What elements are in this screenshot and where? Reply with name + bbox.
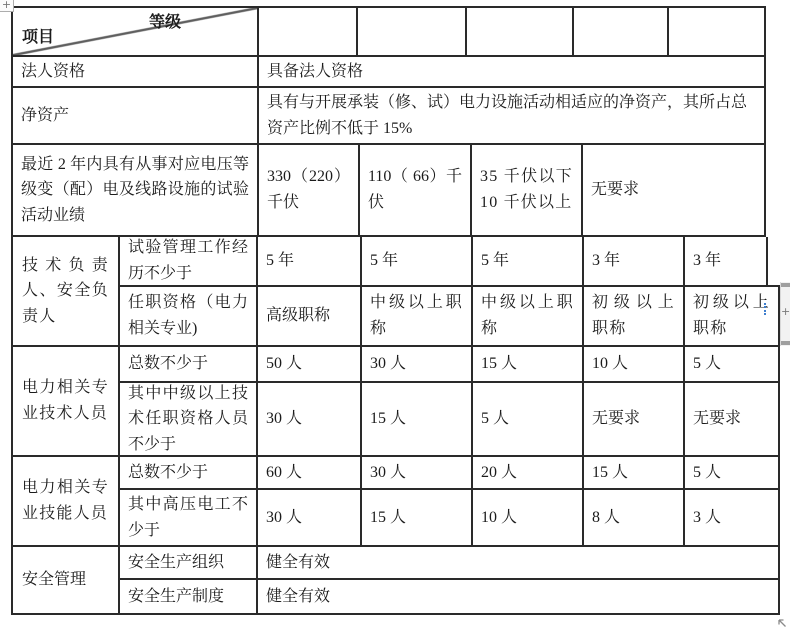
table-row-legal: [11, 57, 780, 88]
border-jog-filler: [768, 237, 780, 287]
cell-value: 5 年: [258, 237, 362, 287]
cell-value: 15 人: [473, 347, 584, 383]
table-row-assets: [11, 88, 780, 145]
cell-value: 10 人: [584, 347, 685, 383]
cell-value: 15 人: [362, 490, 473, 547]
cell-value: 无要求: [685, 383, 780, 457]
cell-value: 30 人: [362, 457, 473, 490]
row-label: 法人资格: [11, 57, 259, 88]
sub-row-label: 任职资格（电力相关专业): [120, 287, 258, 347]
cell-value: 30 人: [362, 347, 473, 383]
cell-value: 5 人: [685, 347, 780, 383]
cell-value: 无要求: [584, 383, 685, 457]
group-label: 安全管理: [11, 547, 120, 615]
table-move-handle[interactable]: [0, 0, 14, 12]
cell-value: 15 人: [584, 457, 685, 490]
cell-value: 330（220）千伏: [259, 145, 360, 237]
cell-value: 30 人: [258, 383, 362, 457]
row-label: 最近 2 年内具有从事对应电压等级变（配）电及线路设施的试验活动业绩: [11, 145, 259, 237]
group-prof-tech: [11, 347, 780, 457]
item-axis-label: 项目: [22, 29, 55, 47]
cell-value: 中级以上职称: [473, 287, 584, 347]
cell-value: 60 人: [258, 457, 362, 490]
sub-row-label: 安全生产组织: [120, 547, 258, 580]
diagonal-header-cell: [11, 6, 259, 57]
cell-value: 5 人: [685, 457, 780, 490]
plus-icon: +: [1, 0, 12, 11]
cell-value: 3 年: [685, 237, 768, 287]
cell-value: 30 人: [258, 490, 362, 547]
sub-row: [120, 457, 780, 490]
cell-value: 具有与开展承装（修、试）电力设施活动相适应的净资产，其所占总资产比例不低于 15%: [259, 88, 766, 145]
group-prof-skill: [11, 457, 780, 547]
cell-value: 初级以上职称: [685, 287, 780, 347]
sub-row-label: 总数不少于: [120, 347, 258, 383]
cell-value: 8 人: [584, 490, 685, 547]
cell-value: 健全有效: [258, 580, 780, 615]
group-safety: [11, 547, 780, 615]
cell-value: 110（ 66）千伏: [360, 145, 472, 237]
cell-value: 具备法人资格: [259, 57, 766, 88]
handle-bar: [781, 283, 790, 287]
sub-row-label: 其中高压电工不少于: [120, 490, 258, 547]
sub-row-label: 试验管理工作经历不少于: [120, 237, 258, 287]
cell-value: 15 人: [362, 383, 473, 457]
sub-row: [120, 580, 780, 615]
cell-value: 中级以上职称: [362, 287, 473, 347]
cell-value: 健全有效: [258, 547, 780, 580]
resize-arrow-icon: [776, 617, 787, 627]
plus-icon: +: [781, 305, 790, 318]
split-scroll-handle[interactable]: [780, 282, 790, 346]
row-label: 净资产: [11, 88, 259, 145]
cell-value: 35 千伏以下 10 千伏以上: [472, 145, 583, 237]
cursor-mark: [764, 303, 766, 315]
qualification-table: [11, 6, 780, 615]
group-tech-safety: [11, 237, 780, 347]
sub-row: [120, 347, 780, 383]
cell-value: 5 年: [362, 237, 473, 287]
cell-value: 5 年: [473, 237, 584, 287]
level-header-5: [669, 6, 766, 57]
cell-value: 3 人: [685, 490, 780, 547]
sub-row: [120, 490, 780, 547]
cell-value: 3 年: [584, 237, 685, 287]
table-row-record: [11, 145, 780, 237]
sub-row: [120, 287, 780, 347]
table-resize-handle[interactable]: [776, 615, 787, 627]
group-label: 电力相关专业技术人员: [11, 347, 120, 457]
level-header-1: [259, 6, 358, 57]
level-header-3: [467, 6, 574, 57]
sub-row: [120, 383, 780, 457]
cell-value: 20 人: [473, 457, 584, 490]
cell-value: 5 人: [473, 383, 584, 457]
sub-row-label: 总数不少于: [120, 457, 258, 490]
cell-value: 10 人: [473, 490, 584, 547]
group-label: 技术负责人、安全负责人: [11, 237, 120, 347]
group-label: 电力相关专业技能人员: [11, 457, 120, 547]
level-header-4: [574, 6, 669, 57]
handle-bar: [781, 341, 790, 345]
header-row: [11, 6, 780, 57]
sub-row: [120, 547, 780, 580]
cell-value: 高级职称: [258, 287, 362, 347]
cell-value: 无要求: [583, 145, 766, 237]
sub-row: [120, 237, 780, 287]
sub-row-label: 安全生产制度: [120, 580, 258, 615]
cell-value: 50 人: [258, 347, 362, 383]
cell-value: 初级以上职称: [584, 287, 685, 347]
grade-axis-label: 等级: [149, 14, 182, 31]
level-header-2: [358, 6, 467, 57]
sub-row-label: 其中中级以上技术任职资格人员不少于: [120, 383, 258, 457]
